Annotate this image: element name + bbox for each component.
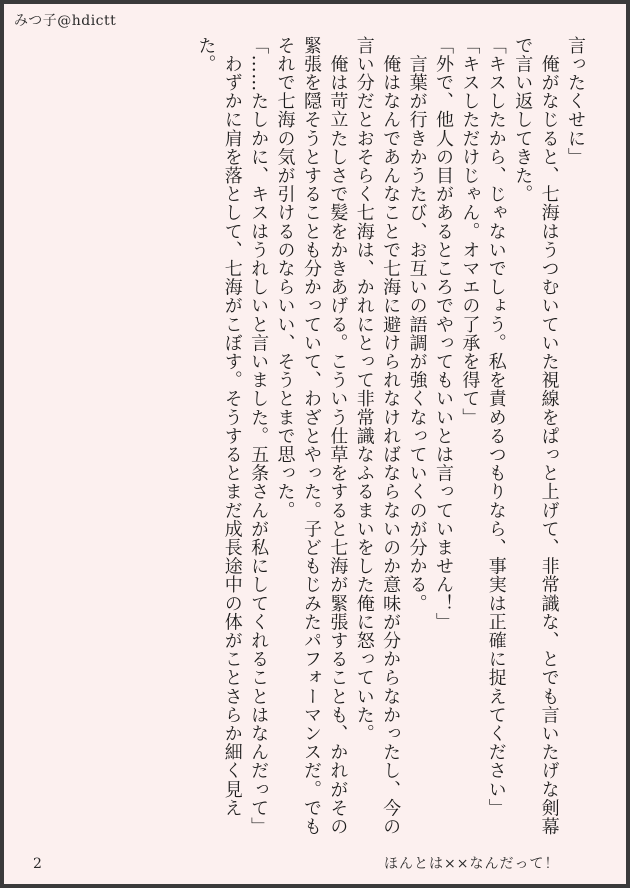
paragraph: 俺は苛立たしさで髪をかきあげる。こういう仕草をすると七海が緊張することも、かれがその緊張を隠そうとすることも分かっていて、わざとやった。子どもじみたパフォーマンスだ。でもそれで七海の気が引けるのならいい、そうとまで思った。 — [274, 36, 349, 836]
paragraph: 俺はなんであんなことで七海に避けられなければならないのか意味が分からなかったし、今の言い分だとおそらく七海は、かれにとって非常識なふるまいをした俺に怒っていた。 — [353, 36, 402, 836]
paragraph: 俺がなじると、七海はうつむいていた視線をぱっと上げて、非常識な、とでも言いたげな剣幕で言い返してきた。 — [512, 36, 560, 836]
vertical-body-text — [192, 36, 588, 836]
paragraph: 「キスしただけじゃん。オマエの了承を得て」 — [459, 36, 481, 427]
manuscript-page — [4, 4, 626, 884]
page-number: 2 — [33, 856, 42, 872]
paragraph: わずかに肩を落として、七海がこぼす。そうするとまだ成長途中の体がことさらか細く見えた。 — [195, 36, 243, 818]
paragraph: 「……たしかに、キスはうれしいと言いました。五条さんが私にしてくれることはなんだって」 — [248, 36, 270, 836]
paragraph: 「キスしたから、じゃないでしょう。私を責めるつもりなら、事実は正確に捉えてください」 — [485, 36, 507, 818]
author-credit: みつ子@hdictt — [14, 13, 117, 29]
paragraph: 「外で、他人の目があるところでやってもいいとは言っていません！」 — [432, 36, 454, 632]
paragraph: 言葉が行きかうたび、お互いの語調が強くなっていくのが分かる。 — [406, 36, 428, 613]
paragraph: 言ったくせに」 — [565, 36, 586, 167]
running-title: ほんとは××なんだって！ — [384, 856, 560, 872]
